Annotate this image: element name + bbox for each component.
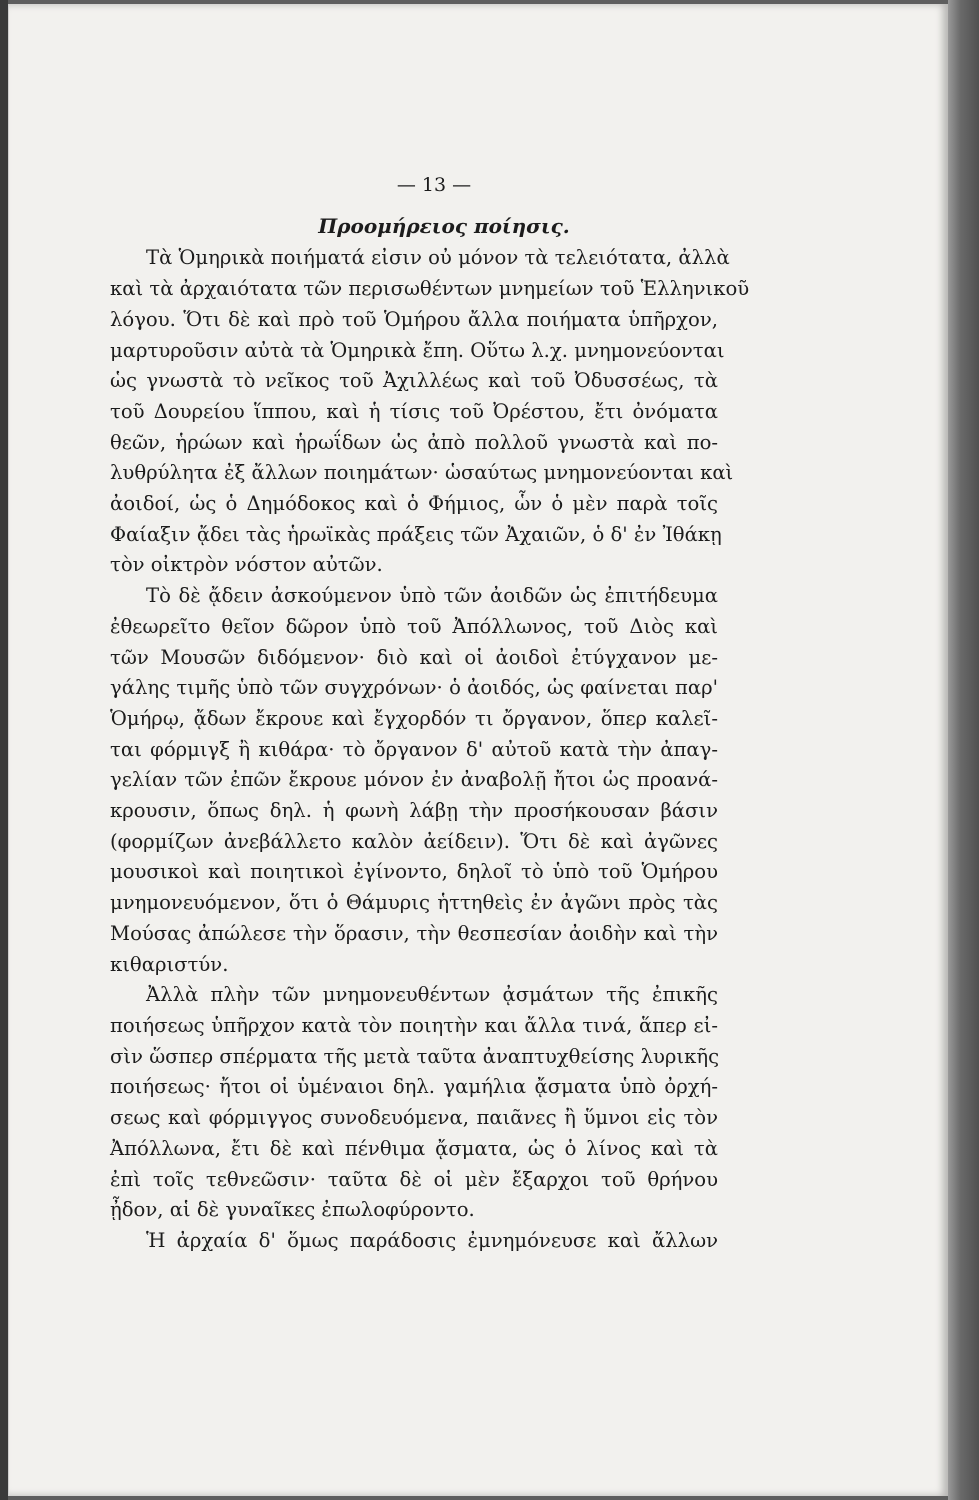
text-line: Ἀπόλλωνα, ἔτι δὲ καὶ πένθιμα ᾄσματα, ὡς ὁ λίνος καὶ τὰ <box>110 1136 718 1160</box>
text-line: γελίαν τῶν ἐπῶν ἔκρουε μόνον ἐν ἀναβολῇ ἤτοι ὡς προανά- <box>110 768 718 792</box>
section-heading: Προομήρειος ποίησις. <box>318 213 570 238</box>
text-line: γάλης τιμῆς ὑπὸ τῶν συγχρόνων· ὁ ἀοιδός, ὡς φαίνεται παρ' <box>110 676 718 700</box>
page-right-shadow <box>948 0 979 1500</box>
text-line: τοῦ Δουρείου ἵππου, καὶ ἡ τίσις τοῦ Ὀρέστου, ἔτι ὀνόματα <box>110 399 718 423</box>
text-line: Ἡ ἀρχαία δ' ὅμως παράδοσις ἐμνημόνευσε καὶ ἄλλων <box>146 1228 718 1252</box>
text-line: ποιήσεως· ἤτοι οἱ ὑμέναιοι δηλ. γαμήλια ᾄσματα ὑπὸ ὀρχή- <box>110 1075 718 1099</box>
text-line: καὶ τὰ ἀρχαιότατα τῶν περισωθέντων μνημείων τοῦ Ἑλληνικοῦ <box>110 277 750 301</box>
page-text <box>110 170 750 1257</box>
text-line: (φορμίζων ἀνεβάλλετο καλὸν ἀείδειν). Ὅτι δὲ καὶ ἀγῶνες <box>110 829 718 853</box>
text-line: Τὸ δὲ ᾄδειν ἀσκούμενον ὑπὸ τῶν ἀοιδῶν ὡς ἐπιτήδευμα <box>146 584 718 608</box>
text-line: Φαίαξιν ᾄδει τὰς ἡρωϊκὰς πράξεις τῶν Ἀχαιῶν, ὁ δ' ἐν Ἰθάκῃ <box>110 522 722 546</box>
text-line: τὸν οἰκτρὸν νόστον αὐτῶν. <box>110 553 383 577</box>
page-left-edge <box>0 0 8 1500</box>
text-line: ὡς γνωστὰ τὸ νεῖκος τοῦ Ἀχιλλέως καὶ τοῦ Ὀδυσσέως, τὰ <box>110 369 718 393</box>
text-line: ποιήσεως ὑπῆρχον κατὰ τὸν ποιητὴν και ἄλλα τινά, ἅπερ εἰ- <box>110 1013 718 1037</box>
text-line: θεῶν, ἡρώων καὶ ἡρωΐδων ὡς ἀπὸ πολλοῦ γνωστὰ καὶ πο- <box>110 430 718 454</box>
paragraph-lines <box>110 243 750 1256</box>
text-line: ἐθεωρεῖτο θεῖον δῶρον ὑπὸ τοῦ Ἀπόλλωνος, τοῦ Διὸς καὶ <box>110 614 718 638</box>
text-line: ἐπὶ τοῖς τεθνεῶσιν· ταῦτα δὲ οἱ μὲν ἔξαρχοι τοῦ θρήνου <box>110 1167 718 1191</box>
page-number: — 13 — <box>396 174 472 196</box>
text-line: κιθαριστύν. <box>110 952 229 976</box>
text-line: λόγου. Ὅτι δὲ καὶ πρὸ τοῦ Ὁμήρου ἄλλα ποιήματα ὑπῆρχον, <box>110 307 718 331</box>
text-line: ᾖδον, αἱ δὲ γυναῖκες ἐπωλοφύροντο. <box>110 1198 475 1222</box>
text-line: μουσικοὶ καὶ ποιητικοὶ ἐγίνοντο, δηλοῖ τὸ ὑπὸ τοῦ Ὁμήρου <box>110 860 718 884</box>
text-line: Ὁμήρῳ, ᾄδων ἔκρουε καὶ ἔγχορδόν τι ὄργανον, ὅπερ καλεῖ- <box>110 706 718 730</box>
text-line: μαρτυροῦσιν αὐτὰ τὰ Ὁμηρικὰ ἔπη. Οὕτω λ.χ. μνημονεύονται <box>110 338 725 362</box>
text-line: ἀοιδοί, ὡς ὁ Δημόδοκος καὶ ὁ Φήμιος, ὧν ὁ μὲν παρὰ τοῖς <box>110 492 718 516</box>
text-line: κρουσιν, ὅπως δηλ. ἡ φωνὴ λάβῃ τὴν προσήκουσαν βάσιν <box>110 799 718 823</box>
text-line: Τὰ Ὁμηρικὰ ποιήματά εἰσιν οὐ μόνον τὰ τελειότατα, ἀλλὰ <box>146 246 730 270</box>
text-line: σὶν ὥσπερ σπέρματα τῆς μετὰ ταῦτα ἀναπτυχθείσης λυρικῆς <box>110 1044 720 1068</box>
text-line: μνημονευόμενον, ὅτι ὁ Θάμυρις ἡττηθεὶς ἐν ἀγῶνι πρὸς τὰς <box>110 891 718 915</box>
text-line: Μούσας ἀπώλεσε τὴν ὅρασιν, τὴν θεσπεσίαν ἀοιδὴν καὶ τὴν <box>110 921 718 945</box>
text-line: ται φόρμιγξ ἢ κιθάρα· τὸ ὄργανον δ' αὐτοῦ κατὰ τὴν ἀπαγ- <box>110 737 718 761</box>
text-line: τῶν Μουσῶν διδόμενον· διὸ καὶ οἱ ἀοιδοὶ ἐτύγχανον με- <box>110 645 718 669</box>
text-line: Ἀλλὰ πλὴν τῶν μνημονευθέντων ᾀσμάτων τῆς ἐπικῆς <box>146 983 718 1007</box>
text-line: σεως καὶ φόρμιγγος συνοδευόμενα, παιᾶνες ἢ ὕμνοι εἰς τὸν <box>110 1106 718 1130</box>
text-line: λυθρύλητα ἐξ ἄλλων ποιημάτων· ὡσαύτως μνημονεύονται καὶ <box>110 461 734 485</box>
